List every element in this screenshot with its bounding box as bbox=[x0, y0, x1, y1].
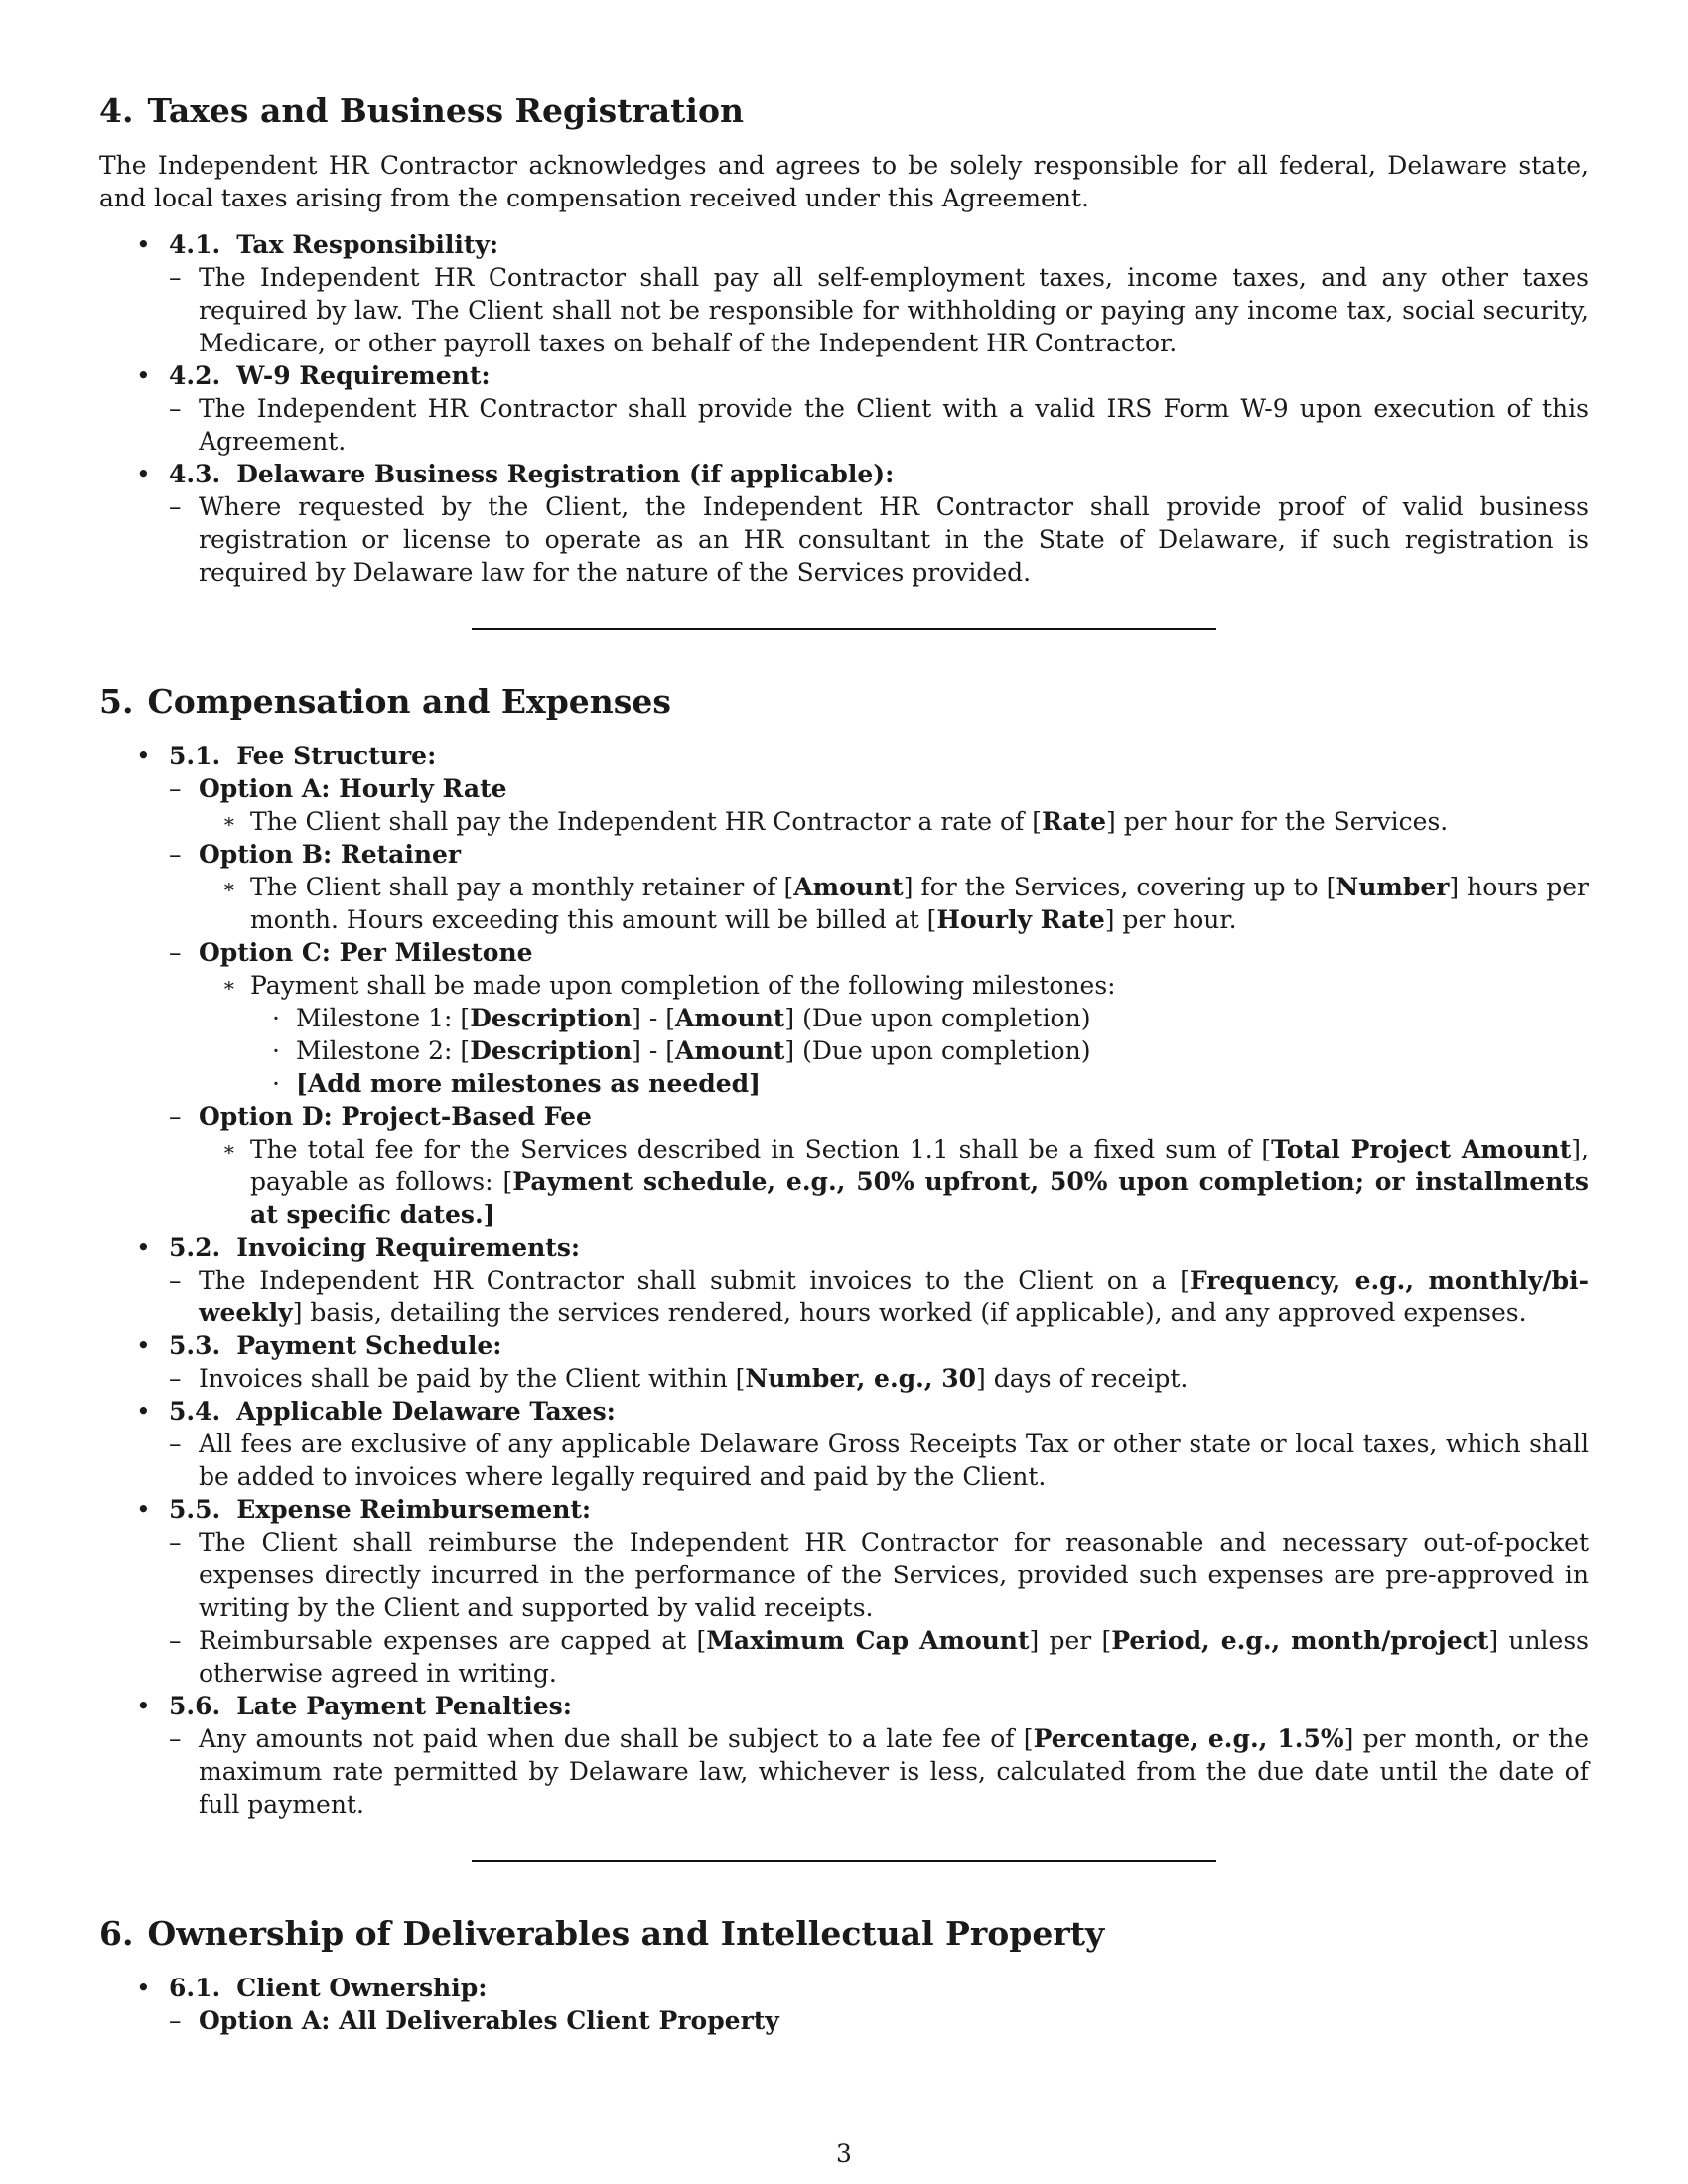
clause-5-5-text-2: – Reimbursable expenses are capped at [Maximum Cap Amount] per [Period, e.g., month/project] unless otherwise agreed in writing. bbox=[169, 1624, 1589, 1690]
milestone-1: · Milestone 1: [Description] - [Amount] (Due upon completion) bbox=[250, 1002, 1589, 1034]
clause-5-6-text: – Any amounts not paid when due shall be subject to a late fee of [Percentage, e.g., 1.5%] per month, or the maximum rate permitted by Delaware law, whichever is less, calculated from the due date until the date of full payment. bbox=[169, 1722, 1589, 1821]
clause-5-1: • 5.1. Fee Structure: – Option A: Hourly Rate ∗ The Client shall pay the Independent HR Contractor a rate of [Rate] per hour for the Services. – Option B: Retainer ∗ The Client shall pay a monthly retainer of [Amount] for the Services, covering up to [Number] hours per month. Hours exceeding this amount will be billed at [Hourly Rate] per hour. – Option C: Per Milestone ∗ Payment shall be made upon completion of the following milestones: · Milestone 1: [Description] - [Amount] (Due upon completion) · Milestone 2: [Description] - [Amount] (Due upon completion) · [Add more milestones as needed] – Option D: Project-Based Fee ∗ The total fee for the Services described in Section 1.1 shall be a fixed sum of [Total Project Amount], payable as follows: [Payment schedule, e.g., 50% upfront, 50% upon completion; or installments at specific dates.] bbox=[99, 740, 1589, 1231]
clause-4-1-text: – The Independent HR Contractor shall pay all self-employment taxes, income taxes, and any other taxes required by law. The Client shall not be responsible for withholding or paying any income tax, social security, Medicare, or other payroll taxes on behalf of the Independent HR Contractor. bbox=[169, 261, 1589, 359]
section-4-list bbox=[99, 228, 1589, 589]
section-4-intro: The Independent HR Contractor acknowledges and agrees to be solely responsible for all federal, Delaware state, and local taxes arising from the compensation received under this Agreement. bbox=[99, 151, 1589, 212]
clause-5-3-text: – Invoices shall be paid by the Client within [Number, e.g., 30] days of receipt. bbox=[169, 1362, 1589, 1395]
option-a-text: ∗ The Client shall pay the Independent HR Contractor a rate of [Rate] per hour for the Services. bbox=[199, 805, 1589, 838]
section-5-heading: 5. Compensation and Expenses bbox=[99, 682, 671, 721]
option-c: – Option C: Per Milestone ∗ Payment shall be made upon completion of the following milestones: · Milestone 1: [Description] - [Amount] (Due upon completion) · Milestone 2: [Description] - [Amount] (Due upon completion) · [Add more milestones as needed] bbox=[169, 936, 1589, 1100]
clause-5-6: • 5.6. Late Payment Penalties: – Any amounts not paid when due shall be subject to a late fee of [Percentage, e.g., 1.5%] per month, or the maximum rate permitted by Delaware law, whichever is less, calculated from the due date until the date of full payment. bbox=[99, 1690, 1589, 1821]
document-page bbox=[99, 89, 1589, 2037]
option-b: – Option B: Retainer ∗ The Client shall pay a monthly retainer of [Amount] for the Services, covering up to [Number] hours per month. Hours exceeding this amount will be billed at [Hourly Rate] per hour. bbox=[169, 838, 1589, 936]
clause-5-4-text: – All fees are exclusive of any applicable Delaware Gross Receipts Tax or other state or local taxes, which shall be added to invoices where legally required and paid by the Client. bbox=[169, 1428, 1589, 1493]
clause-4-3: • 4.3. Delaware Business Registration (if applicable): – Where requested by the Client, the Independent HR Contractor shall provide proof of valid business registration or license to operate as an HR consultant in the State of Delaware, if such registration is required by Delaware law for the nature of the Services provided. bbox=[99, 458, 1589, 589]
option-d: – Option D: Project-Based Fee ∗ The total fee for the Services described in Section 1.1 shall be a fixed sum of [Total Project Amount], payable as follows: [Payment schedule, e.g., 50% upfront, 50% upon completion; or installments at specific dates.] bbox=[169, 1100, 1589, 1231]
clause-5-5: • 5.5. Expense Reimbursement: – The Client shall reimburse the Independent HR Contractor for reasonable and necessary out-of-pocket expenses directly incurred in the performance of the Services, provided such expenses are pre-approved in writing by the Client and supported by valid receipts. – Reimbursable expenses are capped at [Maximum Cap Amount] per [Period, e.g., month/project] unless otherwise agreed in writing. bbox=[99, 1493, 1589, 1690]
option-a: – Option A: Hourly Rate ∗ The Client shall pay the Independent HR Contractor a rate of [Rate] per hour for the Services. bbox=[169, 772, 1589, 838]
section-6-heading: 6. Ownership of Deliverables and Intellectual Property bbox=[99, 1914, 1105, 1953]
section-divider bbox=[472, 1860, 1216, 1862]
clause-4-1: • 4.1. Tax Responsibility: – The Independent HR Contractor shall pay all self-employment taxes, income taxes, and any other taxes required by law. The Client shall not be responsible for withholding or paying any income tax, social security, Medicare, or other payroll taxes on behalf of the Independent HR Contractor. bbox=[99, 228, 1589, 359]
option-c-text: ∗ Payment shall be made upon completion of the following milestones: · Milestone 1: [Description] - [Amount] (Due upon completion) · Milestone 2: [Description] - [Amount] (Due upon completion) · [Add more milestones as needed] bbox=[199, 969, 1589, 1100]
clause-5-2: • 5.2. Invoicing Requirements: – The Independent HR Contractor shall submit invoices to the Client on a [Frequency, e.g., monthly/bi-weekly] basis, detailing the services rendered, hours worked (if applicable), and any approved expenses. bbox=[99, 1231, 1589, 1329]
page-number: 3 bbox=[836, 2139, 852, 2168]
milestone-2: · Milestone 2: [Description] - [Amount] (Due upon completion) bbox=[250, 1034, 1589, 1067]
clause-5-2-text: – The Independent HR Contractor shall submit invoices to the Client on a [Frequency, e.g., monthly/bi-weekly] basis, detailing the services rendered, hours worked (if applicable), and any approved expenses. bbox=[169, 1264, 1589, 1329]
clause-5-4: • 5.4. Applicable Delaware Taxes: – All fees are exclusive of any applicable Delaware Gross Receipts Tax or other state or local taxes, which shall be added to invoices where legally required and paid by the Client. bbox=[99, 1395, 1589, 1493]
clause-5-3: • 5.3. Payment Schedule: – Invoices shall be paid by the Client within [Number, e.g., 30] days of receipt. bbox=[99, 1329, 1589, 1395]
section-divider bbox=[472, 628, 1216, 630]
section-4-heading: 4. Taxes and Business Registration bbox=[99, 91, 744, 130]
clause-4-2: • 4.2. W-9 Requirement: – The Independent HR Contractor shall provide the Client with a valid IRS Form W-9 upon execution of this Agreement. bbox=[99, 359, 1589, 458]
clause-6-1: • 6.1. Client Ownership: – Option A: All Deliverables Client Property bbox=[99, 1972, 1589, 2037]
milestone-more: · [Add more milestones as needed] bbox=[250, 1067, 1589, 1100]
section-6-list bbox=[99, 1972, 1589, 2037]
clause-5-5-text-1: – The Client shall reimburse the Independent HR Contractor for reasonable and necessary out-of-pocket expenses directly incurred in the performance of the Services, provided such expenses are pre-approved in writing by the Client and supported by valid receipts. bbox=[169, 1526, 1589, 1624]
option-d-text: ∗ The total fee for the Services described in Section 1.1 shall be a fixed sum of [Total Project Amount], payable as follows: [Payment schedule, e.g., 50% upfront, 50% upon completion; or installments at specific dates.] bbox=[199, 1133, 1589, 1231]
clause-6-1-option-a: – Option A: All Deliverables Client Property bbox=[169, 2004, 1589, 2037]
option-b-text: ∗ The Client shall pay a monthly retainer of [Amount] for the Services, covering up to [Number] hours per month. Hours exceeding this amount will be billed at [Hourly Rate] per hour. bbox=[199, 871, 1589, 936]
section-5-list bbox=[99, 740, 1589, 1821]
clause-4-2-text: – The Independent HR Contractor shall provide the Client with a valid IRS Form W-9 upon execution of this Agreement. bbox=[169, 392, 1589, 458]
clause-4-3-text: – Where requested by the Client, the Independent HR Contractor shall provide proof of valid business registration or license to operate as an HR consultant in the State of Delaware, if such registration is required by Delaware law for the nature of the Services provided. bbox=[169, 490, 1589, 589]
